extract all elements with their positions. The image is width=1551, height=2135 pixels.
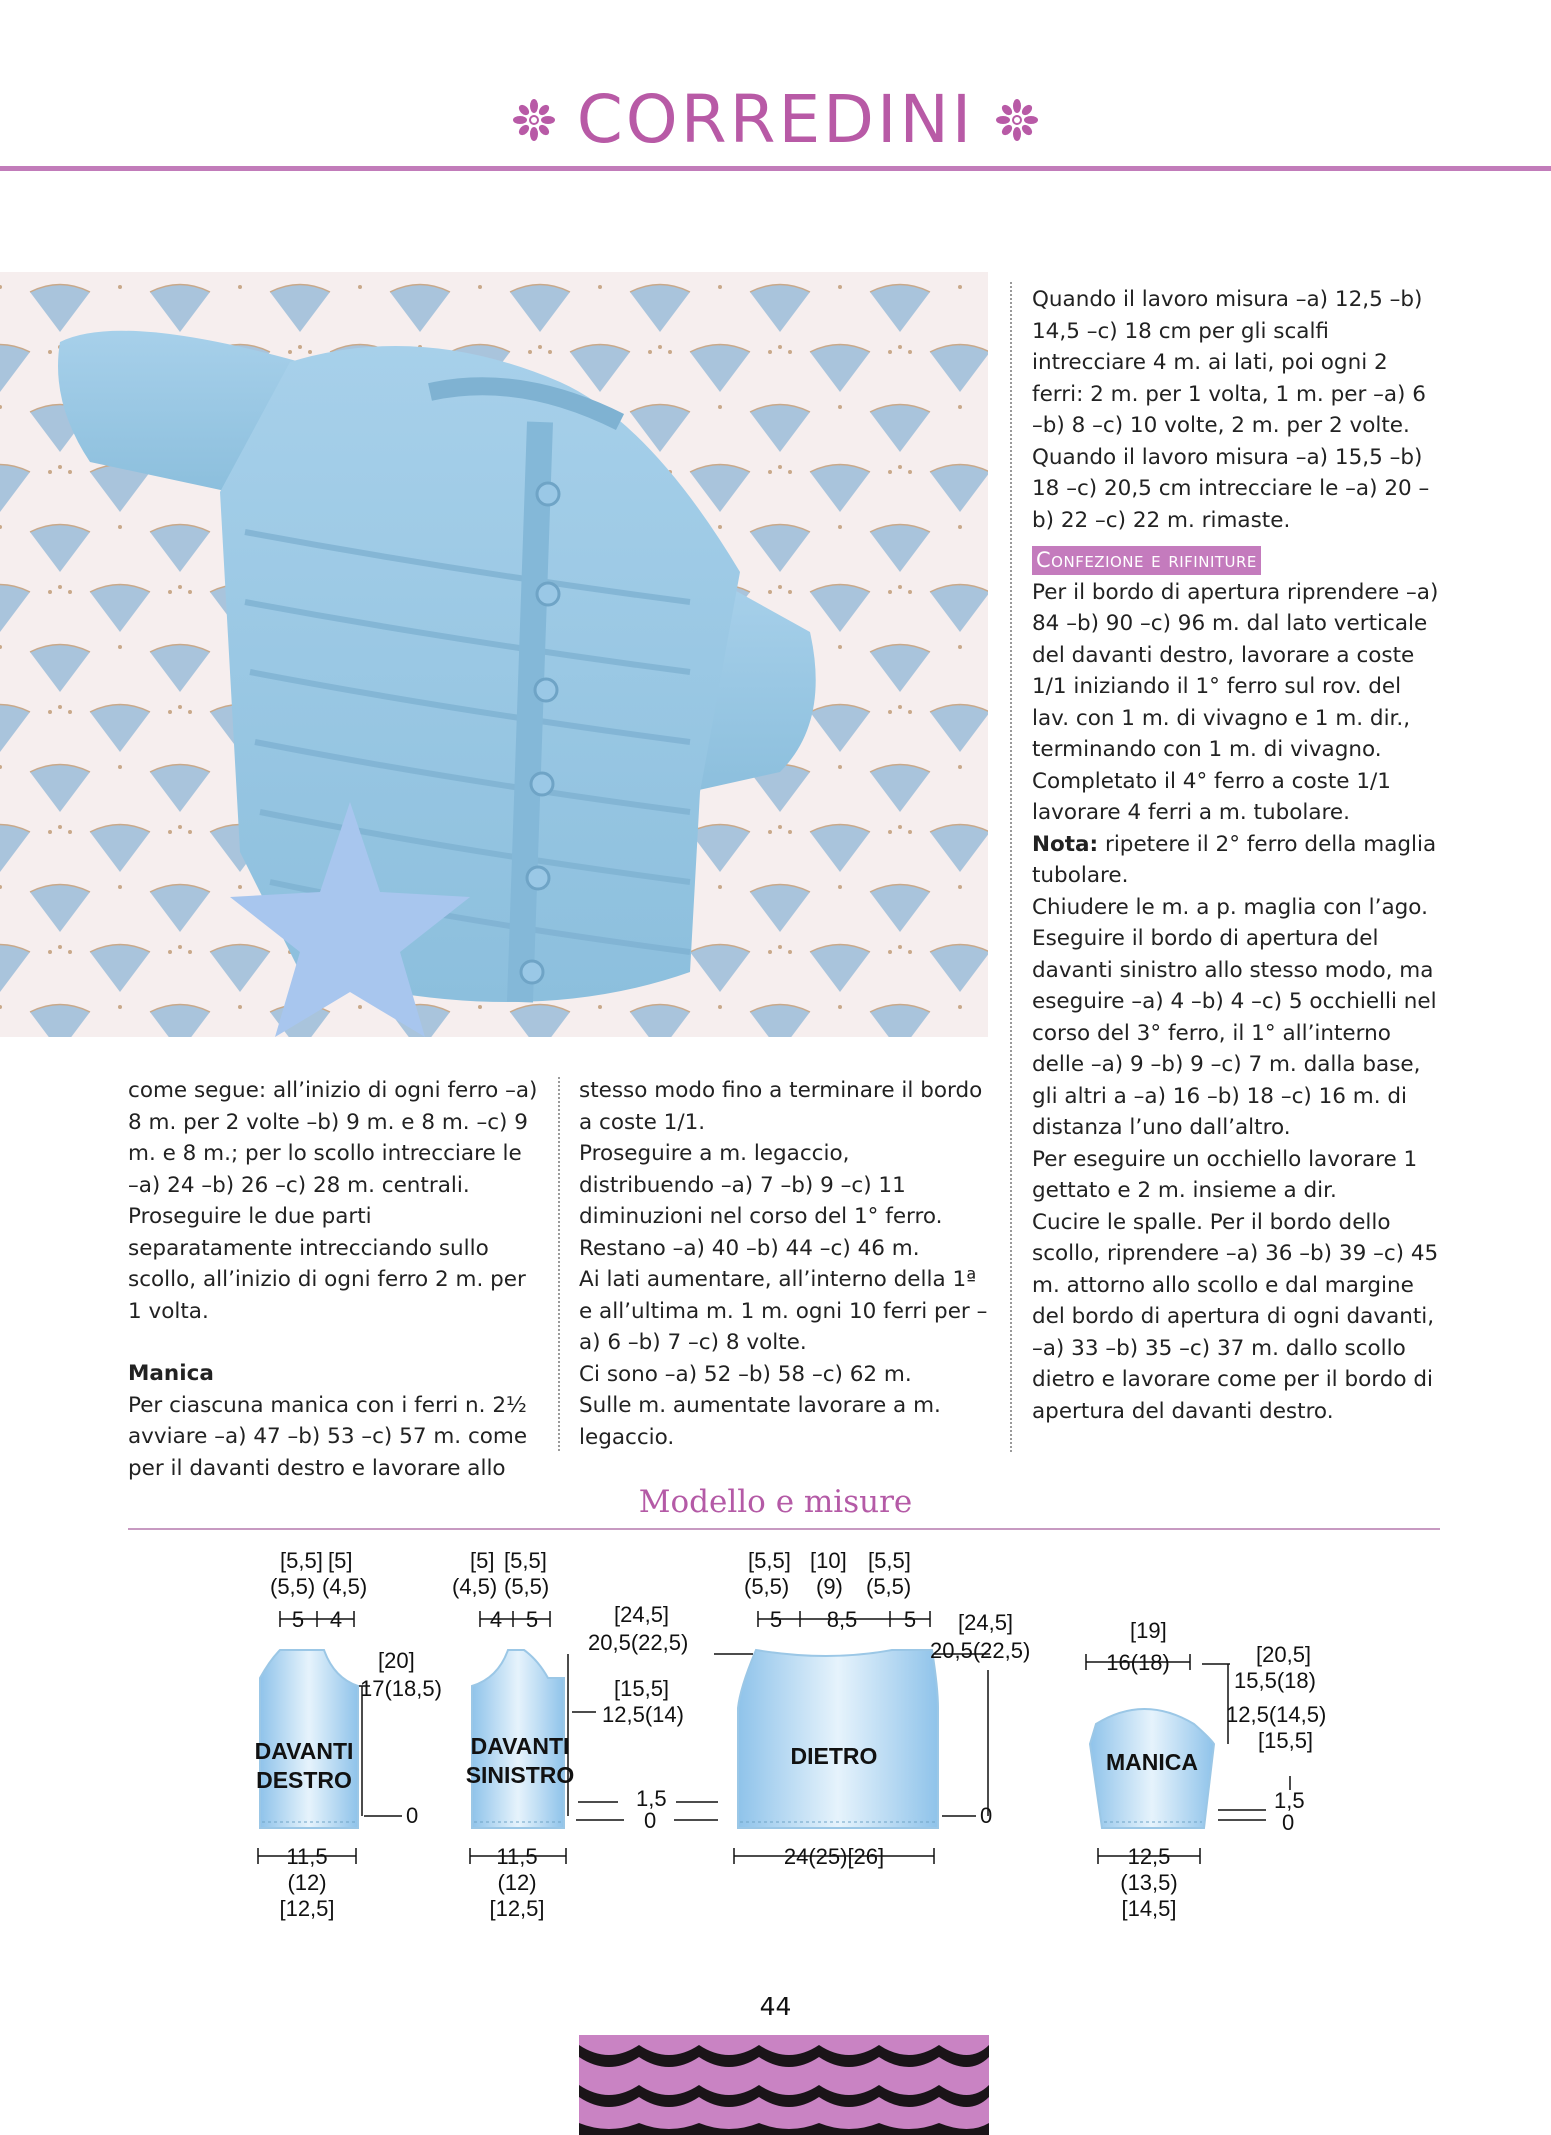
page-number: 44 — [759, 1992, 792, 2021]
dim-label: [5,5] — [868, 1548, 911, 1573]
dim-label: (4,5) — [452, 1574, 498, 1599]
dim-label: [15,5] — [614, 1676, 670, 1701]
dim-label: 12,5(14,5) — [1226, 1702, 1327, 1727]
dim-label: [5] — [470, 1548, 495, 1573]
dim-label: (12) — [287, 1870, 327, 1895]
paragraph: come segue: all’inizio di ogni ferro –a) 8 m. per 2 volte –b) 9 m. e 8 m. –c) 9 m. e 8 m.; per lo scollo intrecciare le –a) 24 –b) 26 –c) 28 m. centrali. Proseguire le due parti separatamente intrecciando sullo scollo, all’inizio di ogni ferro 2 m. per 1 volta. — [128, 1078, 538, 1324]
nota-text: ripetere il 2° ferro della maglia tubolare. — [1032, 831, 1437, 888]
paragraph: Eseguire il bordo di apertura del davanti sinistro allo stesso modo, ma eseguire –a) 4 –b) 4 –c) 5 occhielli nel corso del 3° ferro, il 1° all’interno delle –a) 9 –b) 9 –c) 7 m. dalla base, gli altri a –a) 16 –b) 18 –c) 16 m. di distanza l’uno dall’altro. — [1032, 926, 1437, 1140]
dietro-piece — [738, 1650, 938, 1828]
dim-label: [10] — [810, 1548, 847, 1573]
paragraph: Per il bordo di apertura riprendere –a) 84 –b) 90 –c) 96 m. dal lato verticale del davanti destro, lavorare a coste 1/1 iniziando il 1° ferro sul rov. del lav. con 1 m. di vivagno e 1 m. dir., terminando con 1 m. di vivagno. — [1032, 579, 1439, 762]
nota-paragraph — [1032, 829, 1440, 892]
section-heading-confezione: Confezione e rifiniture — [1032, 546, 1261, 575]
dim-label: (5,5) — [270, 1574, 316, 1599]
dim-label: 24(25)[26] — [783, 1844, 885, 1869]
dim-label: (9) — [816, 1574, 843, 1599]
dim-label: [5,5] — [748, 1548, 791, 1573]
dim-label: 4 — [329, 1607, 343, 1632]
knit-swatch-image — [579, 2035, 989, 2135]
paragraph: Proseguire a m. legaccio, distribuendo –a) 7 –b) 9 –c) 11 diminuzioni nel corso del 1° ferro. — [579, 1141, 943, 1229]
dim-label: [24,5] — [958, 1610, 1014, 1635]
dim-label: (5,5) — [504, 1574, 550, 1599]
dim-label: 0 — [644, 1808, 657, 1833]
dim-label: (4,5) — [322, 1574, 368, 1599]
flower-ornament-icon — [995, 98, 1039, 142]
header-divider — [0, 166, 1551, 171]
dim-label: 8,5 — [826, 1607, 858, 1632]
column-divider — [558, 1077, 560, 1451]
dim-label: [12,5] — [489, 1896, 545, 1921]
dim-label: [5] — [328, 1548, 353, 1573]
dim-label: [24,5] — [614, 1602, 670, 1627]
instructions-column-1 — [128, 1075, 538, 1484]
paragraph: stesso modo fino a terminare il bordo a coste 1/1. — [579, 1078, 983, 1135]
paragraph: Cucire le spalle. Per il bordo dello scollo, riprendere –a) 36 –b) 39 –c) 45 m. attorno allo scollo e dal margine del bordo di apertura di ogni davanti, –a) 33 –b) 35 –c) 37 m. dallo scollo dietro e lavorare come per il bordo di apertura del davanti destro. — [1032, 1209, 1439, 1424]
dim-label: 5 — [903, 1607, 917, 1632]
manica-heading: Manica — [128, 1361, 214, 1386]
dim-label: 0 — [406, 1803, 419, 1828]
dim-label: 11,5 — [496, 1844, 538, 1869]
dim-label: 15,5(18) — [1234, 1668, 1316, 1693]
instructions-column-3 — [1032, 284, 1440, 1427]
dim-label: 0 — [1282, 1810, 1295, 1835]
paragraph: Completato il 4° ferro a coste 1/1 lavorare 4 ferri a m. tubolare. — [1032, 768, 1391, 825]
dim-label: [5,5] — [280, 1548, 323, 1573]
dim-label: (12) — [497, 1870, 537, 1895]
paragraph: Restano –a) 40 –b) 44 –c) 46 m. — [579, 1235, 920, 1261]
dietro-label: DIETRO — [790, 1743, 878, 1769]
dim-label: 12,5(14) — [602, 1702, 684, 1727]
davanti-sinistro-label: SINISTRO — [465, 1762, 575, 1788]
davanti-destro-label: DAVANTI — [254, 1738, 354, 1764]
dim-label: 5 — [525, 1607, 539, 1632]
pattern-diagram — [128, 1538, 1440, 1938]
dim-label: 17(18,5) — [360, 1676, 442, 1701]
davanti-destro-label: DESTRO — [256, 1767, 352, 1793]
page-title: CORREDINI — [576, 81, 975, 158]
dim-label: 11,5 — [286, 1844, 328, 1869]
paragraph: Ai lati aumentare, all’interno della 1ª e all’ultima m. 1 m. ogni 10 ferri per –a) 6 –b) 7 –c) 8 volte. — [579, 1267, 988, 1355]
dim-label: 0 — [980, 1803, 993, 1828]
manica-label: MANICA — [1106, 1749, 1198, 1775]
dim-label: (5,5) — [744, 1574, 790, 1599]
dim-label: 16(18) — [1106, 1650, 1170, 1675]
paragraph: Sulle m. aumentate lavorare a m. legaccio. — [579, 1393, 941, 1450]
cardigan-photo — [0, 272, 988, 1037]
dim-label: [12,5] — [279, 1896, 335, 1921]
dim-label: 1,5 — [636, 1786, 667, 1811]
instructions-column-2 — [579, 1075, 989, 1453]
dim-label: (13,5) — [1120, 1870, 1178, 1895]
dim-label: [19] — [1130, 1618, 1167, 1643]
dim-label: 20,5(22,5) — [930, 1638, 1031, 1663]
dim-label: (5,5) — [866, 1574, 912, 1599]
dim-label: 1,5 — [1274, 1788, 1305, 1813]
dim-label: 12,5 — [1127, 1844, 1171, 1869]
paragraph: Per eseguire un occhiello lavorare 1 gettato e 2 m. insieme a dir. — [1032, 1146, 1418, 1203]
paragraph: Quando il lavoro misura –a) 15,5 –b) 18 –c) 20,5 cm intrecciare le –a) 20 –b) 22 –c) 22 m. rimaste. — [1032, 444, 1430, 533]
dim-label: 20,5(22,5) — [588, 1630, 689, 1655]
dim-label: [14,5] — [1121, 1896, 1177, 1921]
dim-label: [20] — [378, 1648, 415, 1673]
nota-label: Nota: — [1032, 831, 1099, 857]
paragraph: Chiudere le m. a p. maglia con l’ago. — [1032, 894, 1428, 920]
paragraph: Ci sono –a) 52 –b) 58 –c) 62 m. — [579, 1361, 912, 1387]
dim-label: [5,5] — [504, 1548, 547, 1573]
column-divider — [1010, 282, 1012, 1452]
dim-label: [15,5] — [1258, 1728, 1314, 1753]
diagram-title: Modello e misure — [638, 1484, 913, 1520]
paragraph: Quando il lavoro misura –a) 12,5 –b) 14,5 –c) 18 cm per gli scalfi intrecciare 4 m. ai lati, poi ogni 2 ferri: 2 m. per 1 volta, 1 m. per –a) 6 –b) 8 –c) 10 volte, 2 m. per 2 volte. — [1032, 287, 1426, 438]
dim-label: [20,5] — [1256, 1642, 1312, 1667]
flower-ornament-icon — [512, 98, 556, 142]
dim-label: 5 — [291, 1607, 305, 1632]
dim-label: 4 — [489, 1607, 503, 1632]
paragraph: Per ciascuna manica con i ferri n. 2½ avviare –a) 47 –b) 53 –c) 57 m. come per il davanti destro e lavorare allo — [128, 1392, 528, 1481]
dim-label: 5 — [769, 1607, 783, 1632]
diagram-divider — [128, 1528, 1440, 1530]
davanti-sinistro-label: DAVANTI — [470, 1733, 570, 1759]
page-header — [0, 80, 1551, 160]
